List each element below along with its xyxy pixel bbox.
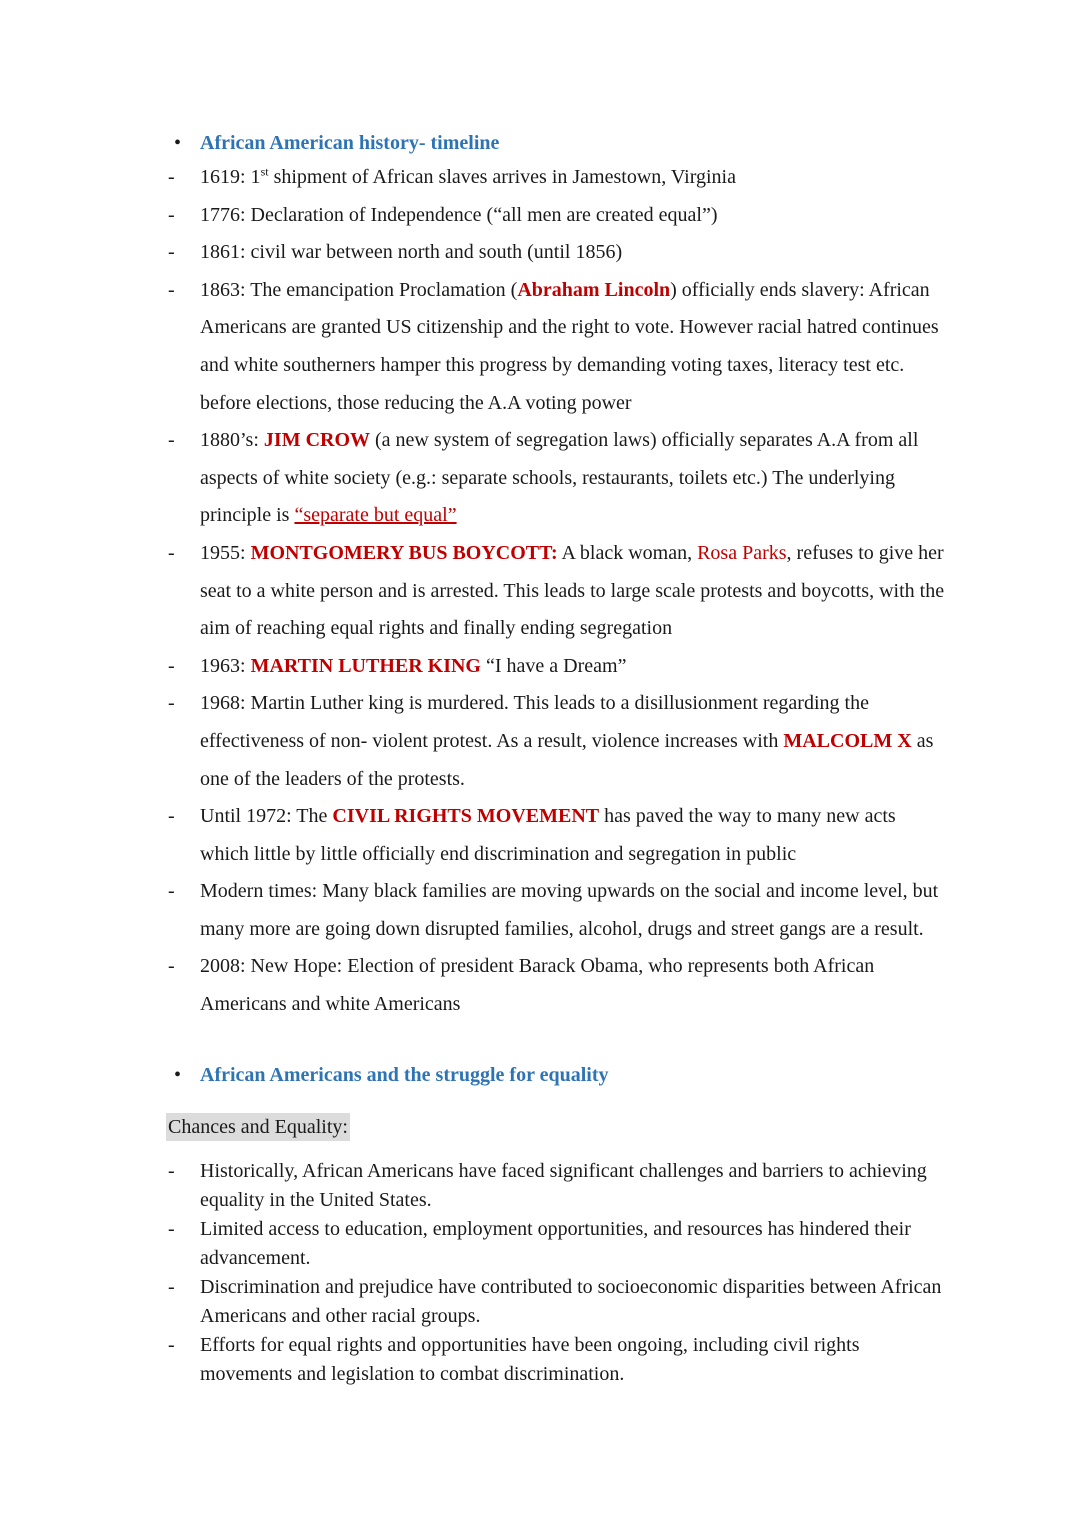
dash-icon: -	[168, 429, 175, 452]
highlight-person: Rosa Parks	[697, 541, 787, 564]
dash-icon: -	[168, 805, 175, 828]
dash-icon: -	[168, 1218, 175, 1240]
list-item: - Historically, African Americans have faced significant challenges and barriers to achieving equality in the United States.	[0, 1157, 1080, 1215]
highlight-name: MALCOLM X	[783, 729, 912, 752]
dash-icon: -	[168, 203, 175, 226]
dash-icon: -	[168, 654, 175, 677]
highlight-name: MONTGOMERY BUS BOYCOTT:	[250, 541, 558, 564]
highlight-name: CIVIL RIGHTS MOVEMENT	[332, 805, 600, 828]
list-item: - 1861: civil war between north and south (until 1856)	[0, 234, 1080, 272]
list-item: - 1955: MONTGOMERY BUS BOYCOTT: A black woman, Rosa Parks, refuses to give her seat to a white person and is arrested. This leads to large scale protests and boycotts, with the aim of reaching equal rights and finally ending segregation	[0, 535, 1080, 648]
struggle-heading: • African Americans and the struggle for equality	[174, 1064, 609, 1086]
list-item: - 1619: 1st shipment of African slaves arrives in Jamestown, Virginia	[0, 159, 1080, 197]
dash-icon: -	[168, 278, 175, 301]
highlight-name: MARTIN LUTHER KING	[250, 654, 481, 677]
timeline-list	[0, 159, 1080, 1024]
dash-icon: -	[168, 880, 175, 903]
list-item: - Modern times: Many black families are moving upwards on the social and income level, but many more are going down disrupted families, alcohol, drugs and street gangs are a result.	[0, 873, 1080, 948]
highlight-name: JIM CROW	[263, 429, 371, 452]
list-item: - 1863: The emancipation Proclamation (Abraham Lincoln) officially ends slavery: African Americans are granted US citizenship and the right to vote. However racial hatred continues and white southerners hamper this progress by demanding voting taxes, literacy test etc. before elections, those reducing the A.A voting power	[0, 272, 1080, 422]
dash-icon: -	[168, 692, 175, 715]
list-item: - Discrimination and prejudice have contributed to socioeconomic disparities between African Americans and other racial groups.	[0, 1273, 1080, 1331]
dash-icon: -	[168, 1276, 175, 1298]
list-item: - Efforts for equal rights and opportunities have been ongoing, including civil rights movements and legislation to combat discrimination.	[0, 1331, 1080, 1389]
dash-icon: -	[168, 1334, 175, 1356]
section-label: Chances and Equality:	[166, 1113, 350, 1141]
list-item: - Limited access to education, employment opportunities, and resources has hindered their advancement.	[0, 1215, 1080, 1273]
dash-icon: -	[168, 1160, 175, 1182]
bullet-icon: •	[174, 1064, 182, 1086]
list-item: - 1880’s: JIM CROW (a new system of segregation laws) officially separates A.A from all aspects of white society (e.g.: separate schools, restaurants, toilets etc.) The underlying principle is “separate but equal”	[0, 422, 1080, 535]
list-item: - 1963: MARTIN LUTHER KING “I have a Dream”	[0, 648, 1080, 686]
dash-icon: -	[168, 541, 175, 564]
dash-icon: -	[168, 166, 175, 188]
list-item: - 1968: Martin Luther king is murdered. This leads to a disillusionment regarding the effectiveness of non- violent protest. As a result, violence increases with MALCOLM X as one of the leaders of the protests.	[0, 685, 1080, 798]
bullet-icon: •	[174, 132, 182, 154]
list-item: - 2008: New Hope: Election of president Barack Obama, who represents both African Americans and white Americans	[0, 948, 1080, 1023]
chances-list	[0, 1157, 1080, 1389]
list-item: - 1776: Declaration of Independence (“all men are created equal”)	[0, 197, 1080, 235]
highlight-quote: “separate but equal”	[294, 504, 457, 527]
dash-icon: -	[168, 241, 175, 264]
dash-icon: -	[168, 955, 175, 978]
highlight-name: Abraham Lincoln	[517, 278, 671, 301]
timeline-heading: • African American history- timeline	[174, 132, 500, 154]
list-item: - Until 1972: The CIVIL RIGHTS MOVEMENT has paved the way to many new acts which little by little officially end discrimination and segregation in public	[0, 798, 1080, 873]
